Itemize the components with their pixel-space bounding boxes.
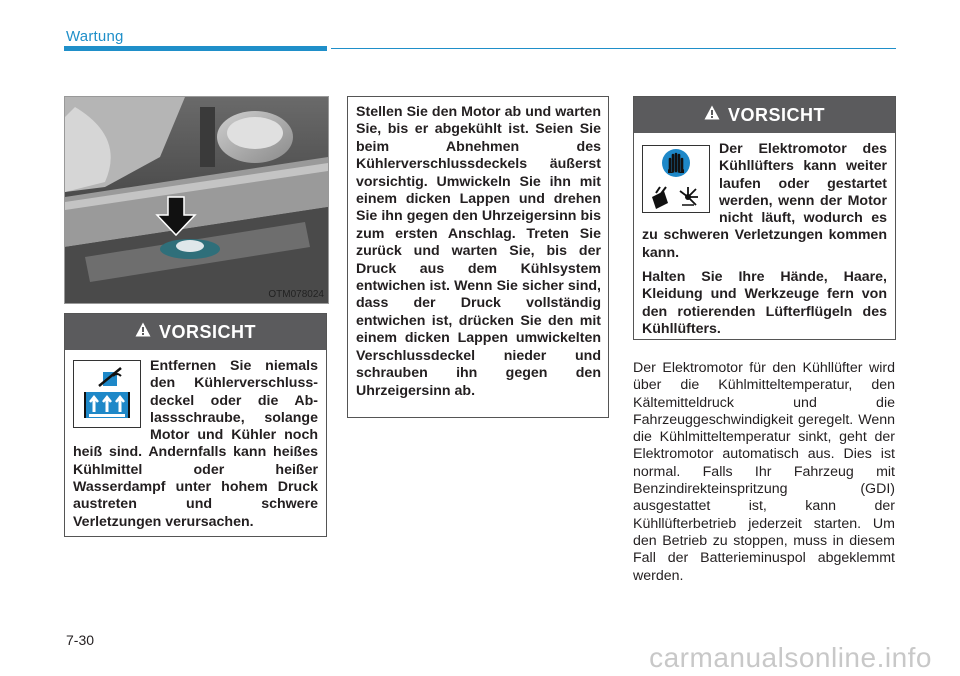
caution-box-right: [633, 96, 896, 340]
page-number: 7-30: [66, 632, 95, 648]
engine-bay-photo: [64, 96, 329, 304]
header-rule-accent: [64, 46, 327, 51]
warning-triangle-icon: [704, 96, 720, 132]
radiator-cap-instructions: [347, 96, 609, 418]
caution-left-text: Entfernen Sie niemals den Kühlerverschlussdeckel oder die Ablassschraube, solange Motor und Kühler noch heiß sind. Andernfalls kann heißes Kühlmittel oder heißer Wasserdampf unter hohem Druck austreten und schwere Verletzungen verursachen.: [73, 358, 318, 530]
hot-coolant-steam-icon: [73, 360, 141, 428]
caution-heading: VORSICHT: [158, 322, 256, 342]
section-title: Wartung: [66, 28, 124, 45]
caution-right-text-2: Halten Sie Ihre Hände, Haare, Kleidung und Werkzeuge fern von den rotierenden Lüfterflügeln des Kühllüfters.: [642, 269, 887, 337]
fan-description: Der Elektromotor für den Kühllüfter wird über die Kühlmitteltemperatur, den Kältemitteldruck und die Fahrzeuggeschwindigkeit geregelt. Wenn die Kühlmitteltemperatur sinkt, geht der Elektromotor automatisch aus. Dies ist normal. Falls Ihr Fahrzeug mit Benzindirekteinspritzung (GDI) ausgestattet ist, kann der Kühllüfterbetrieb jederzeit starten. Um den Betrieb zu stoppen, muss in diesem Fall der Batterieminuspol abgeklemmt werden.: [633, 360, 895, 584]
caution-header: [65, 314, 326, 350]
header-rule: [331, 48, 896, 49]
hand-stop-fan-icon: [642, 145, 710, 213]
instructions-text: Stellen Sie den Motor ab und warten Sie, bis er abgekühlt ist. Seien Sie beim Abnehmen des Kühlerverschlussdeckels äußerst vorsichtig. Umwickeln Sie ihn mit einem dicken Lappen und drehen Sie ihn gegen den Uhrzeigersinn bis zum ersten Anschlag. Treten Sie zurück und warten Sie, bis der Druck aus dem Kühlsystem entwichen ist. Wenn Sie sicher sind, dass der Druck vollständig entwichen ist, drücken Sie den mit einem dicken Lappen umwickelten Verschlussdeckel nieder und schrauben ihn gegen den Uhrzeigersinn ab.: [356, 104, 601, 399]
photo-code: OTM078024: [268, 289, 324, 300]
caution-header: [634, 97, 895, 133]
caution-heading: VORSICHT: [727, 105, 825, 125]
watermark: carmanualsonline.info: [649, 642, 932, 673]
caution-right-text-1: Der Elektromotor des Kühllüfters kann weiter laufen oder gestartet werden, wenn der Motor nicht läuft, wodurch es zu schweren Verletzungen kommen kann.: [642, 141, 887, 261]
warning-triangle-icon: [135, 313, 151, 349]
caution-box-left: [64, 313, 327, 537]
